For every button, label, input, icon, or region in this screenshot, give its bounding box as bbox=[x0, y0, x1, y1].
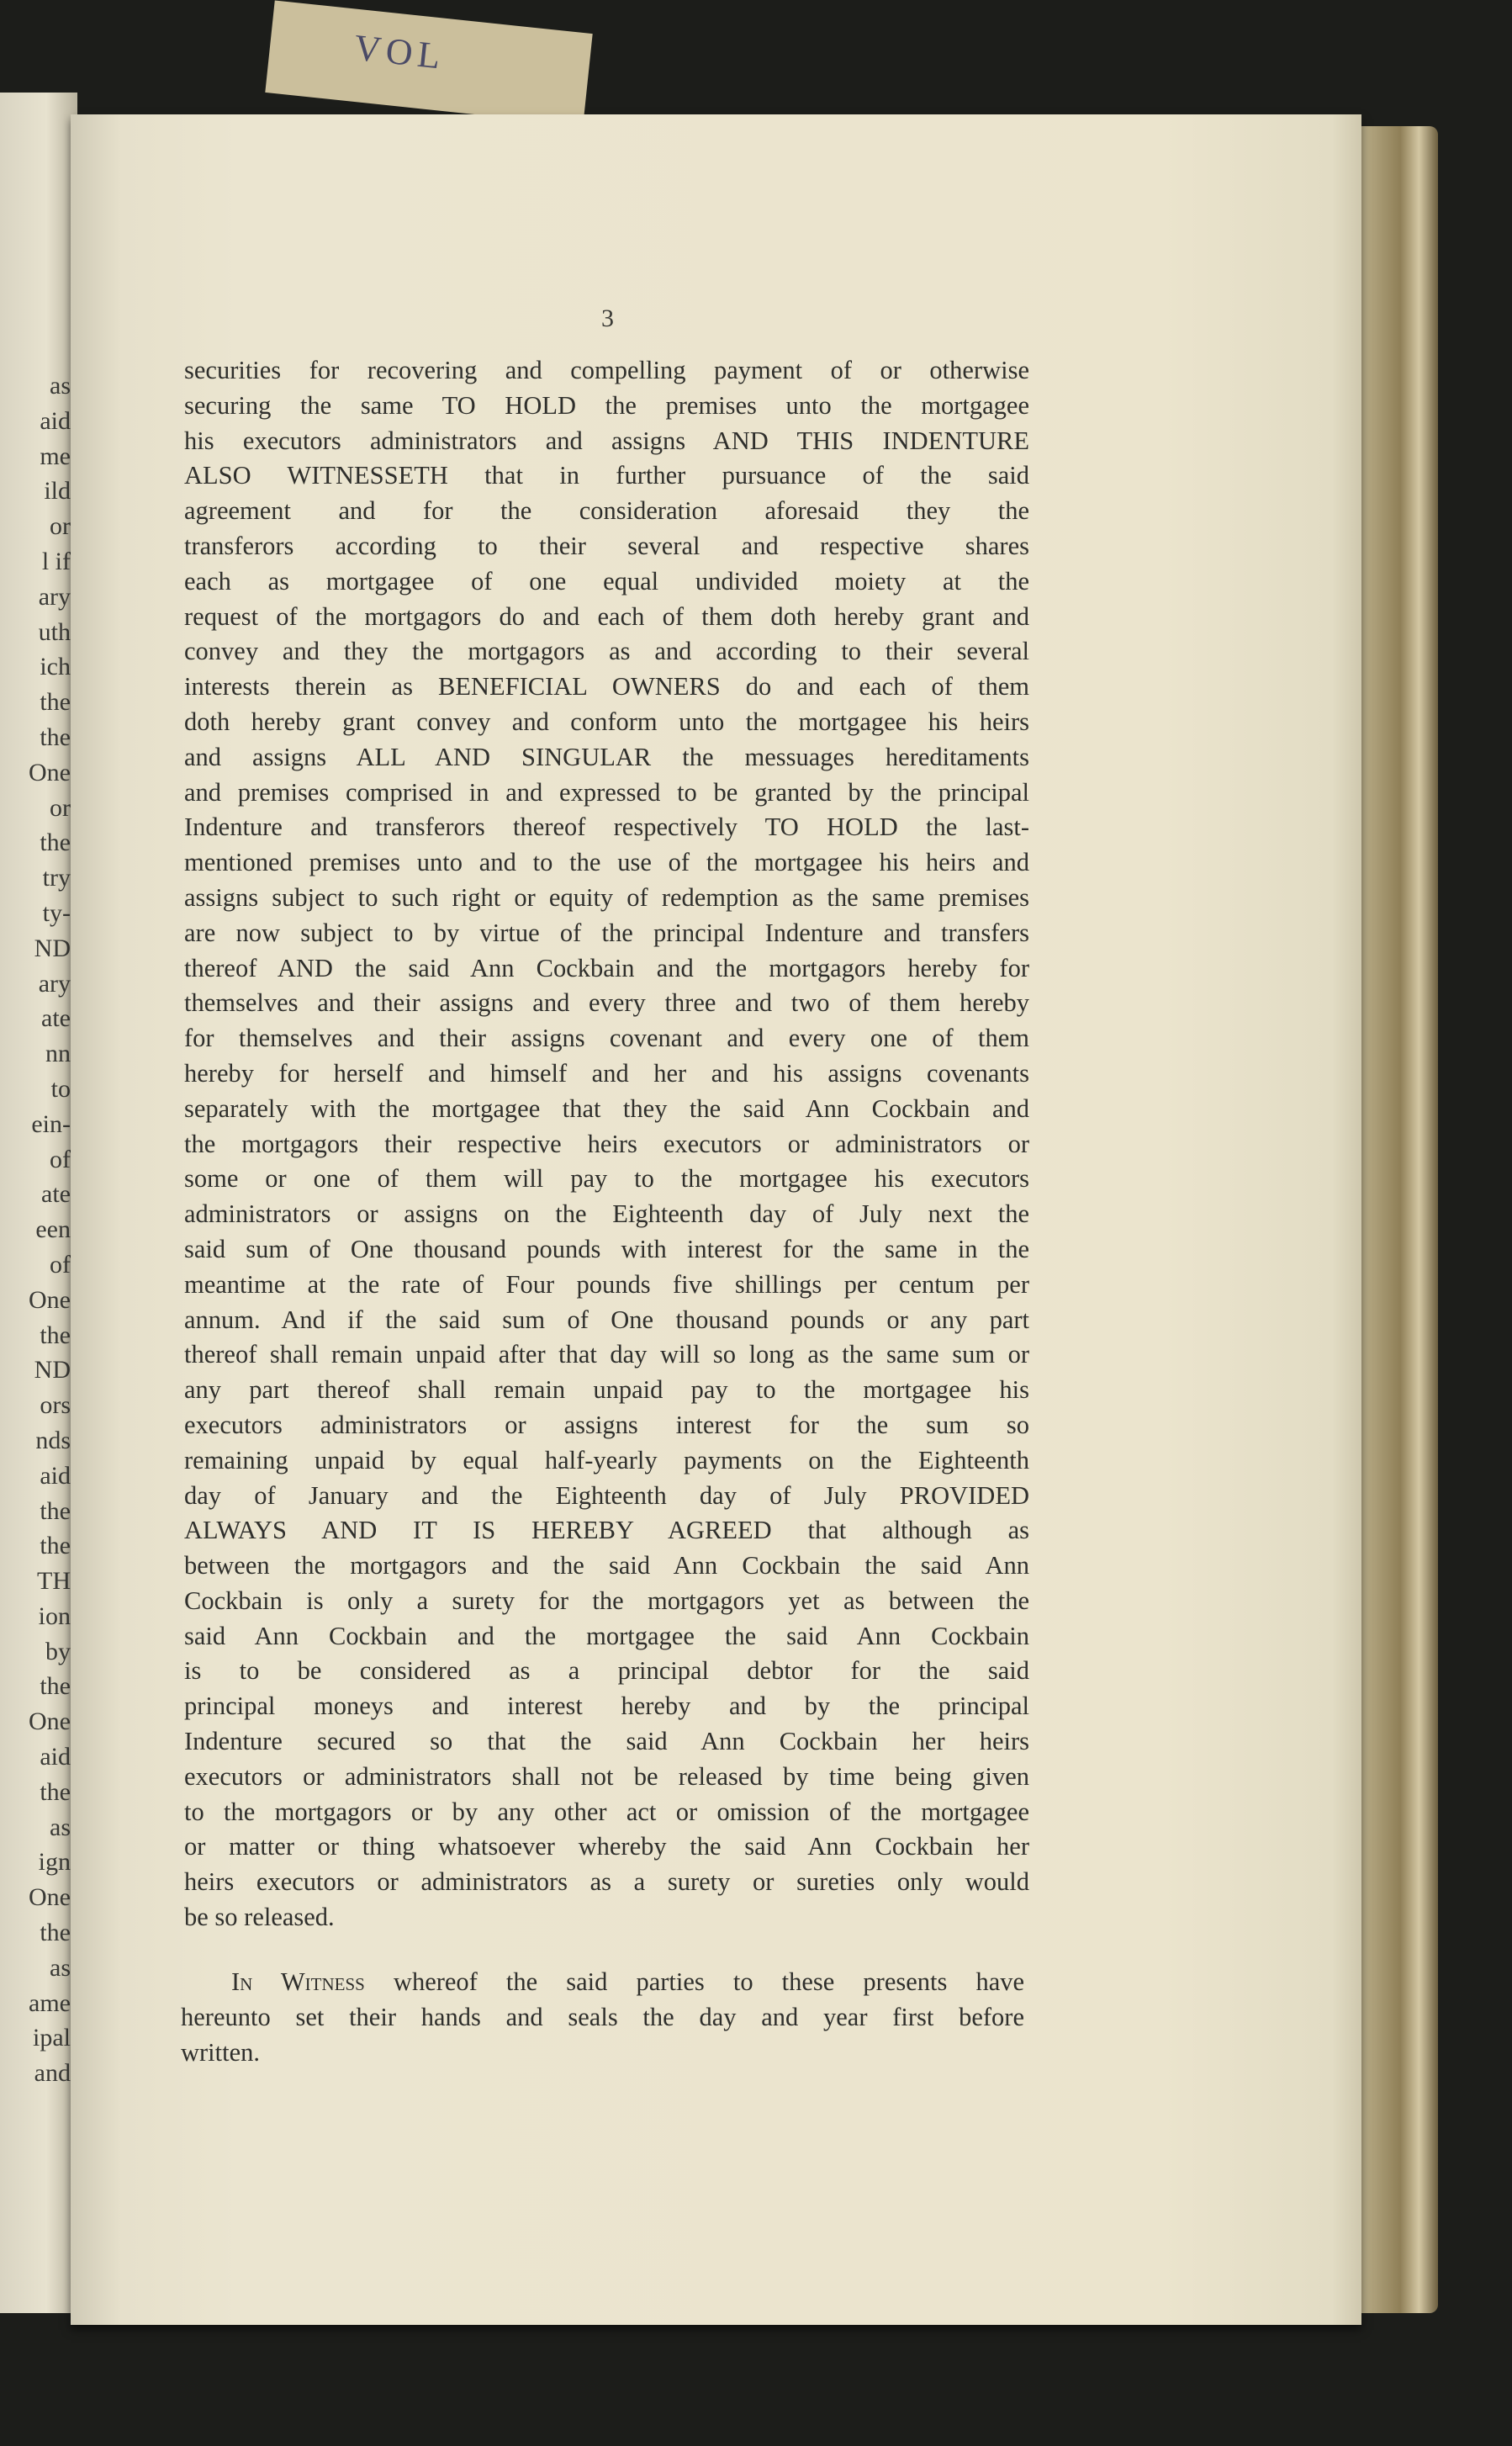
page-number: 3 bbox=[601, 304, 614, 332]
left-fragment: as bbox=[50, 1953, 71, 1982]
left-fragment: the bbox=[40, 723, 71, 751]
left-fragment: me bbox=[40, 442, 71, 470]
left-fragment: the bbox=[40, 1672, 71, 1701]
text-line: be so released. bbox=[184, 1903, 335, 1932]
text-line: is to be considered as a principal debtor for the said bbox=[184, 1656, 1029, 1686]
text-line: interests therein as BENEFICIAL OWNERS do and each of them bbox=[184, 672, 1029, 702]
left-fragment: the bbox=[40, 1321, 71, 1349]
text-line: Cockbain is only a surety for the mortgagors yet as between the bbox=[184, 1586, 1029, 1615]
left-fragment: ich bbox=[40, 653, 71, 681]
text-line: for themselves and their assigns covenant and every one of them bbox=[184, 1024, 1029, 1053]
text-line: remaining unpaid by equal half-yearly payments on the Eighteenth bbox=[184, 1445, 1029, 1474]
left-fragment: l if bbox=[41, 547, 71, 575]
text-line: securing the same TO HOLD the premises unto the mortgagee bbox=[184, 390, 1029, 420]
text-line: doth hereby grant convey and conform unto the mortgagee his heirs bbox=[184, 707, 1029, 736]
text-line: said Ann Cockbain and the mortgagee the said Ann Cockbain bbox=[184, 1621, 1029, 1650]
text-line: are now subject to by virtue of the principal Indenture and transfers bbox=[184, 918, 1029, 947]
text-line: request of the mortgagors do and each of them doth hereby grant and bbox=[184, 601, 1029, 631]
left-fragment: and bbox=[34, 2059, 71, 2088]
left-fragment: of bbox=[50, 1145, 71, 1173]
left-fragment: ame bbox=[29, 1988, 71, 2017]
left-fragment: One bbox=[29, 1883, 71, 1912]
witness-line: hereunto set their hands and seals the day and year first before bbox=[181, 2003, 1024, 2031]
text-line: any part thereof shall remain unpaid pay to the mortgagee his bbox=[184, 1375, 1029, 1405]
text-line: themselves and their assigns and every three and two of them hereby bbox=[184, 988, 1029, 1018]
left-fragment: ate bbox=[41, 1180, 71, 1209]
left-fragment: nn bbox=[45, 1040, 71, 1068]
text-line: hereby for herself and himself and her and his assigns covenants bbox=[184, 1058, 1029, 1088]
text-line: ALSO WITNESSETH that in further pursuance of the said bbox=[184, 461, 1029, 490]
left-fragment: ipal bbox=[33, 2024, 71, 2052]
left-fragment: by bbox=[45, 1637, 71, 1665]
left-fragment: of bbox=[50, 1250, 71, 1279]
left-fragment: uth bbox=[38, 617, 71, 646]
text-line: executors or administrators shall not be released by time being given bbox=[184, 1761, 1029, 1791]
text-line: or matter or thing whatsoever whereby the said Ann Cockbain her bbox=[184, 1832, 1029, 1861]
left-fragment: or bbox=[50, 512, 71, 541]
left-fragment: ary bbox=[38, 582, 71, 611]
text-line: principal moneys and interest hereby and by the principal bbox=[184, 1692, 1029, 1721]
left-fragment: aid bbox=[40, 406, 71, 435]
text-line: his executors administrators and assigns AND THIS INDENTURE bbox=[184, 426, 1029, 455]
text-line: Indenture and transferors thereof respectively TO HOLD the last- bbox=[184, 813, 1029, 842]
left-fragment: ary bbox=[38, 969, 71, 998]
left-fragment: ion bbox=[38, 1602, 71, 1630]
text-line: and assigns ALL AND SINGULAR the messuages hereditaments bbox=[184, 742, 1029, 771]
left-fragment: ty- bbox=[42, 898, 71, 927]
left-fragment: the bbox=[40, 1532, 71, 1560]
left-facing-page bbox=[0, 93, 77, 2313]
left-fragment: nds bbox=[35, 1426, 71, 1454]
left-fragment: One bbox=[29, 1285, 71, 1314]
witness-line: whereof the said parties to these presents have bbox=[393, 1967, 1025, 1996]
text-line: heirs executors or administrators as a surety or sureties only would bbox=[184, 1867, 1029, 1897]
text-line: annum. And if the said sum of One thousand pounds or any part bbox=[184, 1305, 1029, 1334]
text-line: between the mortgagors and the said Ann Cockbain the said Ann bbox=[184, 1551, 1029, 1580]
text-line: and premises comprised in and expressed to be granted by the principal bbox=[184, 777, 1029, 807]
text-line: mentioned premises unto and to the use of the mortgagee his heirs and bbox=[184, 848, 1029, 877]
text-line: separately with the mortgagee that they the said Ann Cockbain and bbox=[184, 1093, 1029, 1123]
left-fragment: try bbox=[42, 864, 71, 892]
left-fragment: ate bbox=[41, 1004, 71, 1033]
text-line: securities for recovering and compelling payment of or otherwise bbox=[184, 356, 1029, 384]
left-fragment: the bbox=[40, 829, 71, 857]
text-line: administrators or assigns on the Eighteenth day of July next the bbox=[184, 1199, 1029, 1229]
left-fragment: ild bbox=[44, 477, 71, 506]
witness-lead: In Witness bbox=[231, 1967, 365, 1996]
left-fragment: TH bbox=[37, 1567, 71, 1596]
left-page-text-fragments bbox=[0, 368, 71, 2091]
text-line: transferors according to their several and respective shares bbox=[184, 531, 1029, 560]
left-fragment: aid bbox=[40, 1461, 71, 1490]
left-fragment: ND bbox=[34, 1356, 71, 1384]
left-fragment: the bbox=[40, 688, 71, 717]
text-line: assigns subject to such right or equity of redemption as the same premises bbox=[184, 882, 1029, 912]
volume-tab-label: VOL bbox=[352, 26, 447, 77]
left-fragment: een bbox=[35, 1215, 71, 1244]
left-fragment: ors bbox=[40, 1391, 71, 1420]
left-fragment: aid bbox=[40, 1743, 71, 1771]
text-line: Indenture secured so that the said Ann Cockbain her heirs bbox=[184, 1727, 1029, 1756]
left-fragment: ein- bbox=[31, 1109, 71, 1138]
left-fragment: as bbox=[50, 1813, 71, 1841]
text-line: the mortgagors their respective heirs executors or administrators or bbox=[184, 1129, 1029, 1158]
left-fragment: the bbox=[40, 1919, 71, 1947]
left-fragment: the bbox=[40, 1777, 71, 1806]
text-line: agreement and for the consideration aforesaid they the bbox=[184, 496, 1029, 526]
text-line: day of January and the Eighteenth day of July PROVIDED bbox=[184, 1480, 1029, 1510]
left-fragment: ign bbox=[38, 1848, 71, 1877]
text-line: meantime at the rate of Four pounds five shillings per centum per bbox=[184, 1269, 1029, 1299]
text-line: some or one of them will pay to the mortgagee his executors bbox=[184, 1164, 1029, 1194]
left-fragment: One bbox=[29, 758, 71, 786]
left-fragment: the bbox=[40, 1496, 71, 1525]
witness-line: written. bbox=[181, 2038, 261, 2067]
text-line: said sum of One thousand pounds with interest for the same in the bbox=[184, 1234, 1029, 1263]
left-fragment: or bbox=[50, 793, 71, 822]
left-fragment: as bbox=[50, 372, 71, 400]
text-line: convey and they the mortgagors as and according to their several bbox=[184, 637, 1029, 666]
indenture-body-text bbox=[184, 353, 1029, 1935]
text-line: thereof shall remain unpaid after that day will so long as the same sum or bbox=[184, 1340, 1029, 1369]
text-line: executors administrators or assigns interest for the sum so bbox=[184, 1410, 1029, 1439]
text-line: ALWAYS AND IT IS HEREBY AGREED that although as bbox=[184, 1516, 1029, 1545]
text-line: to the mortgagors or by any other act or omission of the mortgagee bbox=[184, 1797, 1029, 1826]
volume-tab bbox=[265, 0, 592, 125]
text-line: each as mortgagee of one equal undivided moiety at the bbox=[184, 566, 1029, 596]
text-line: thereof AND the said Ann Cockbain and the mortgagors hereby for bbox=[184, 953, 1029, 982]
left-fragment: ND bbox=[34, 934, 71, 962]
left-fragment: to bbox=[50, 1074, 71, 1103]
left-fragment: One bbox=[29, 1707, 71, 1736]
witness-clause bbox=[181, 1964, 1024, 2070]
